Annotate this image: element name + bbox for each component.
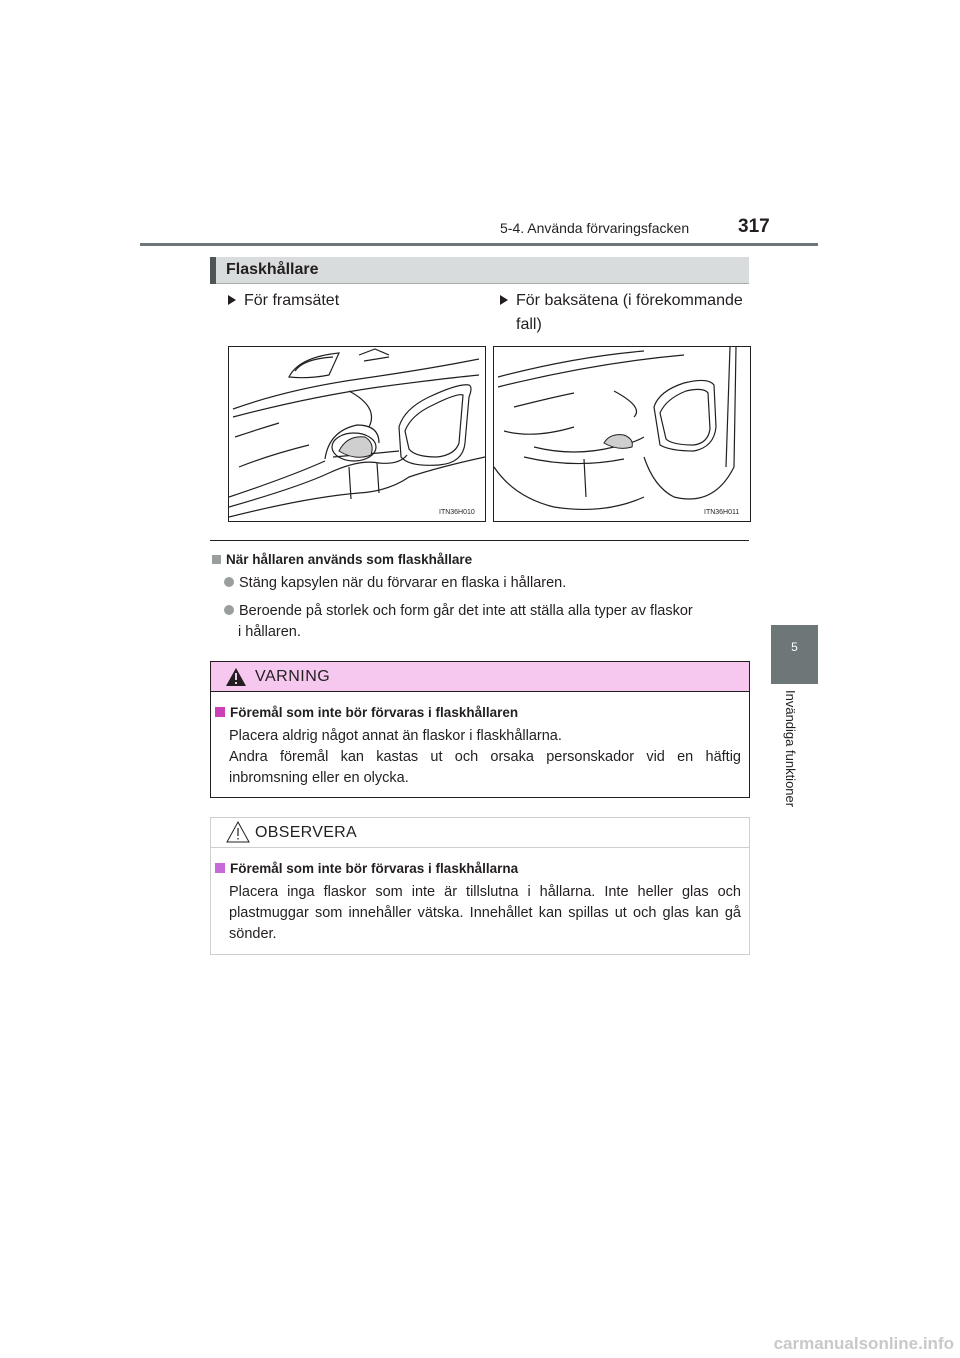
warning-triangle-icon (225, 667, 247, 687)
warning-line-1: Placera aldrig något annat än flaskor i flaskhållarna. (229, 728, 562, 744)
warning-header (211, 662, 749, 692)
warning-line-2: Andra föremål kan kastas ut och orsaka personskador vid en häftig inbromsning eller en olycka. (229, 749, 741, 786)
notice-label: OBSERVERA (255, 824, 357, 841)
figure-code-front: ITN36H010 (439, 509, 475, 516)
note-heading (212, 552, 472, 567)
caption-rear-text-2: fall) (516, 316, 542, 333)
triangle-bullet-icon (228, 295, 236, 305)
front-door-illustration (229, 347, 485, 521)
chapter-tab (771, 625, 818, 684)
circle-bullet-icon (224, 577, 234, 587)
triangle-bullet-icon (500, 295, 508, 305)
section-heading (210, 257, 749, 284)
circle-bullet-icon (224, 605, 234, 615)
notice-title (215, 861, 518, 876)
warning-title (215, 705, 518, 720)
section-divider (210, 540, 749, 541)
warning-title-text: Föremål som inte bör förvaras i flaskhållaren (230, 705, 519, 720)
notice-triangle-icon (226, 820, 250, 844)
warning-label: VARNING (255, 668, 331, 685)
note-bullet-2 (224, 601, 749, 643)
chapter-number: 5 (791, 640, 798, 654)
warning-body (229, 726, 741, 789)
note-bullet-2-text-1: Beroende på storlek och form går det inte att ställa alla typer av flaskor (239, 603, 693, 619)
note-bullet-1-text: Stäng kapsylen när du förvarar en flaska i hållaren. (239, 575, 567, 591)
figure-front-door-bottle-holder (228, 346, 486, 522)
caption-front (228, 289, 339, 313)
figure-code-rear: ITN36H011 (704, 509, 740, 516)
section-heading-text: Flaskhållare (226, 261, 319, 278)
caption-rear-text-1: För baksätena (i förekommande (516, 292, 743, 309)
header-rule (140, 243, 818, 246)
square-bullet-icon (215, 863, 225, 873)
notice-box (210, 817, 750, 955)
chapter-label (780, 690, 810, 840)
notice-body: Placera inga flaskor som inte är tillslutna i hållarna. Inte heller glas och plastmuggar som innehåller vätska. Innehållet kan spillas ut och glas kan gå sönder. (229, 884, 741, 942)
square-bullet-icon (212, 555, 221, 564)
warning-box (210, 661, 750, 798)
note-bullet-2-text-2: i hållaren. (238, 624, 301, 640)
caption-rear (500, 289, 755, 337)
notice-header (211, 818, 749, 848)
page-number: 317 (738, 216, 770, 237)
note-bullet-1 (224, 575, 566, 591)
notice-title-text: Föremål som inte bör förvaras i flaskhållarna (230, 861, 519, 876)
caption-front-text: För framsätet (244, 292, 340, 309)
running-header-section: 5-4. Använda förvaringsfacken (500, 220, 690, 236)
figure-rear-door-bottle-holder (493, 346, 751, 522)
square-bullet-icon (215, 707, 225, 717)
footer-watermark: carmanualsonline.info (773, 1334, 954, 1353)
chapter-label-text: Invändiga funktioner (783, 690, 798, 808)
rear-door-illustration (494, 347, 750, 521)
note-heading-text: När hållaren används som flaskhållare (226, 552, 473, 567)
section-heading-bar (210, 257, 216, 284)
